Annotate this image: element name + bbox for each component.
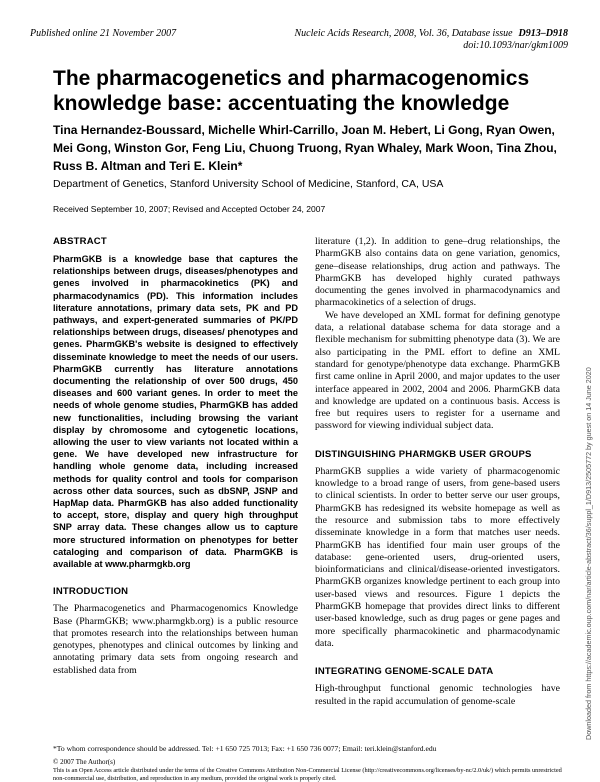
xml-format-text: We have developed an XML format for defining genotype data, a relational database schema for data storage and a flexible mechanism for submitting phenotype data (3). We are also participating in the PML effort to define an XML standard for genotype/phenotype data exchange. PharmGKB first came online in April 2000, and major updates to the user interface appeared in 2002, 2004 and 2006. PharmGKB data and knowledge are updated on a continuous basis. Access is free but requires users to register for a username and password for viewing individual subject data. (315, 309, 560, 432)
introduction-text: The Pharmacogenetics and Pharmacogenomics Knowledge Base (PharmGKB; www.pharmgkb.org) is a public resource that promotes research into the relationships between human genotypes, phenotypes and clinical outcomes by linking and annotating primary data sets from ongoing research and established data from (53, 603, 298, 676)
author-list: Tina Hernandez-Boussard, Michelle Whirl-Carrillo, Joan M. Hebert, Li Gong, Ryan Owen, Mei Gong, Winston Gor, Feng Liu, Chuong Truong, Ryan Whaley, Mark Woon, Tina Zhou, Russ B. Altman and Teri E. Klein* (53, 123, 557, 173)
introduction-heading: INTRODUCTION (53, 586, 129, 598)
published-date: Published online 21 November 2007 (30, 28, 177, 39)
doi: doi:10.1093/nar/gkm1009 (463, 40, 568, 51)
journal-citation (295, 28, 568, 52)
received-dates: Received September 10, 2007; Revised and Accepted October 24, 2007 (53, 204, 326, 214)
correspondence-footnote: *To whom correspondence should be addressed. Tel: +1 650 725 7013; Fax: +1 650 736 0077; Email: teri.klein@stanford.edu (53, 744, 437, 753)
license-text: This is an Open Access article distributed under the terms of the Creative Commons Attribution Non-Commercial License (http://creativecommons.org/licenses/by-nc/2.0/uk/) which permits unrestricted non-commercial use, distribution, and reproduction in any medium, provided the original work is properly cited. (53, 767, 562, 782)
intro-continued-text: literature (1,2). In addition to gene–drug relationships, the PharmGKB also contains data on gene variation, genomics, gene–disease relationships, drug action and pathways. The PharmGKB has developed highly curated pathways documenting the genes involved in pharmacodynamics and pharmacokinetics of a selection of drugs. (315, 236, 560, 309)
right-column (315, 236, 560, 708)
left-column (53, 236, 298, 677)
copyright-notice: © 2007 The Author(s) (53, 758, 116, 766)
genome-scale-heading: INTEGRATING GENOME-SCALE DATA (315, 666, 494, 678)
affiliation: Department of Genetics, Stanford University School of Medicine, Stanford, CA, USA (53, 178, 444, 190)
page-range: D913–D918 (518, 28, 568, 39)
download-watermark-text: Downloaded from https://academic.oup.com/nar/article-abstract/36/suppl_1/D913/2505772 by guest on 14 June 2020 (584, 367, 593, 740)
genome-scale-text: High-throughput functional genomic technologies have resulted in the rapid accumulation of genome-scale (315, 683, 560, 707)
user-groups-heading: DISTINGUISHING PHARMGKB USER GROUPS (315, 448, 532, 460)
download-watermark (584, 220, 596, 740)
abstract-text: PharmGKB is a knowledge base that captures the relationships between drugs, diseases/phenotypes and genes involved in pharmacokinetics (PK) and pharmacodynamics (PD). This information includes literature annotations, primary data sets, PK and PD pathways, and expert-generated summaries of PK/PD relationships between drugs, diseases/ phenotypes and genes. PharmGKB's website is designed to effectively disseminate knowledge to meet the needs of our users. PharmGKB currently has literature annotations documenting the relationship of over 500 drugs, 450 diseases and 600 variant genes. In order to meet the needs of whole genome studies, PharmGKB has added new functionalities, including browsing the variant display by chromosome and cytogenetic locations, allowing the user to view variants not located within a gene. We have developed new infrastructure for handling whole genome data, including increased methods for quality control and tools for comparison across other data sources, such as dbSNP, JSNP and HapMap data. PharmGKB has also added functionality to accept, store, display and query high throughput SNP array data. These changes allow us to capture more structured information on phenotypes for better cataloging and comparison of data. PharmGKB is available at www.pharmgkb.org (53, 254, 298, 570)
journal-name: Nucleic Acids Research, 2008, Vol. 36, Database issue (294, 28, 513, 39)
article-title: The pharmacogenetics and pharmacogenomics knowledge base: accentuating the knowledge (53, 67, 530, 115)
abstract-heading: ABSTRACT (53, 236, 107, 247)
user-groups-text: PharmGKB supplies a wide variety of pharmacogenomic knowledge to a broad range of users, from gene-based users to clinical scientists. In order to better serve our user groups, PharmGKB has redesigned its website homepage as well as the resource and submission tabs to more effectively disseminate knowledge in a form that matches user needs. PharmGKB has identified four main user groups of the database: gene-oriented users, drug-oriented users, bioinformaticians and clinical/disease-oriented investigators. PharmGKB organizes knowledge pertinent to each group into user-based views and resources. Figure 1 depicts the PharmGKB homepage that provides direct links to different user-based knowledge, such as drug pages or gene pages and more specifically pharmacokinetic and pharmacodynamic data. (315, 465, 560, 649)
